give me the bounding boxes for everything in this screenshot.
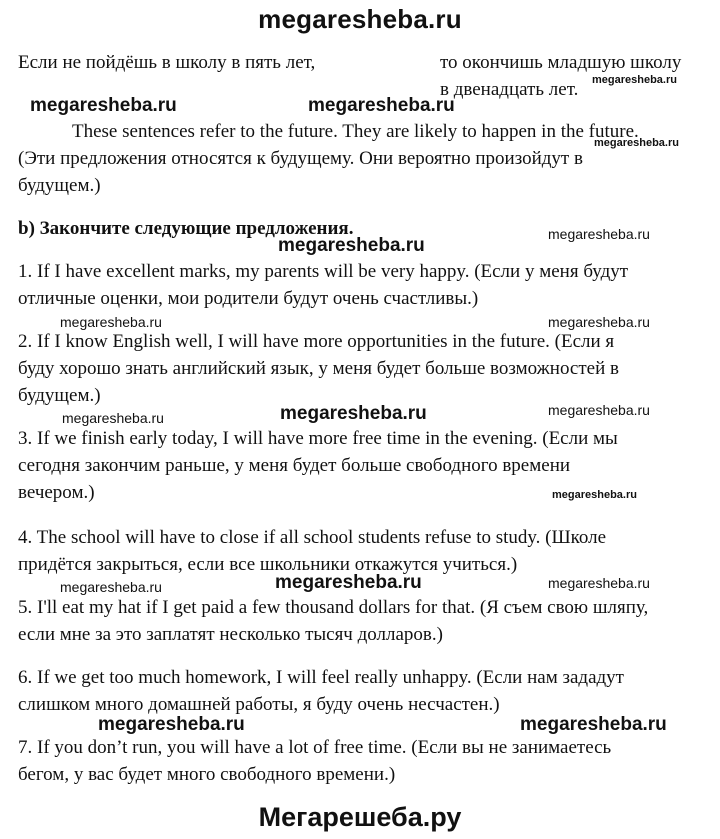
watermark: megaresheba.ru — [98, 714, 245, 735]
intro-conditional-right-1: то окончишь младшую школу — [440, 52, 682, 73]
item-5-line-1: 5. I'll eat my hat if I get paid a few thousand dollars for that. (Я съем свою шляпу, — [18, 597, 649, 618]
item-7-line-1: 7. If you don’t run, you will have a lot of free time. (Если вы не занимаетесь — [18, 737, 612, 758]
intro-conditional-left: Если не пойдёшь в школу в пять лет, — [18, 52, 316, 73]
watermark: megaresheba.ru — [548, 226, 650, 242]
watermark: megaresheba.ru — [308, 95, 455, 116]
site-header-title: megaresheba.ru — [258, 4, 462, 34]
item-1-line-2: отличные оценки, мои родители будут очень счастливы.) — [18, 288, 479, 309]
watermark: megaresheba.ru — [548, 575, 650, 591]
item-1-line-1: 1. If I have excellent marks, my parents will be very happy. (Если у меня будут — [18, 261, 629, 282]
item-6-line-2: слишком много домашней работы, я буду очень несчастен.) — [18, 694, 500, 715]
watermark: megaresheba.ru — [594, 137, 679, 149]
item-5-line-2: если мне за это заплатят несколько тысяч долларов.) — [18, 624, 443, 645]
intro-conditional-right-2: в двенадцать лет. — [440, 79, 579, 100]
watermark: megaresheba.ru — [280, 403, 427, 424]
item-4-line-1: 4. The school will have to close if all school students refuse to study. (Школе — [18, 527, 607, 548]
watermark: megaresheba.ru — [278, 235, 425, 256]
watermark: megaresheba.ru — [552, 489, 637, 501]
watermark: megaresheba.ru — [548, 402, 650, 418]
item-3-line-1: 3. If we finish early today, I will have more free time in the evening. (Если мы — [18, 428, 618, 449]
item-3-line-2: сегодня закончим раньше, у меня будет больше свободного времени — [18, 455, 571, 476]
watermark: megaresheba.ru — [60, 579, 162, 595]
task-heading: b) Закончите следующие предложения. — [18, 218, 354, 239]
item-2-line-1: 2. If I know English well, I will have more opportunities in the future. (Если я — [18, 331, 615, 352]
intro-explanation-en: These sentences refer to the future. They are likely to happen in the future. — [72, 121, 639, 142]
item-7-line-2: бегом, у вас будет много свободного времени.) — [18, 764, 396, 785]
watermark: megaresheba.ru — [62, 410, 164, 426]
intro-explanation-ru-line-2: будущем.) — [18, 175, 101, 196]
watermark: megaresheba.ru — [275, 572, 422, 593]
watermark: megaresheba.ru — [592, 74, 677, 86]
item-6-line-1: 6. If we get too much homework, I will feel really unhappy. (Если нам зададут — [18, 667, 624, 688]
watermark: megaresheba.ru — [60, 314, 162, 330]
intro-explanation-ru-line-1: (Эти предложения относятся к будущему. Они вероятно произойдут в — [18, 148, 583, 169]
item-3-line-3: вечером.) — [18, 482, 95, 503]
site-footer-title: Мегарешеба.ру — [258, 802, 462, 832]
watermark: megaresheba.ru — [30, 95, 177, 116]
watermark: megaresheba.ru — [548, 314, 650, 330]
item-2-line-3: будущем.) — [18, 385, 101, 406]
item-2-line-2: буду хорошо знать английский язык, у меня будет больше возможностей в — [18, 358, 619, 379]
watermark: megaresheba.ru — [520, 714, 667, 735]
item-4-line-2: придётся закрыться, если все школьники откажутся учиться.) — [18, 554, 518, 575]
